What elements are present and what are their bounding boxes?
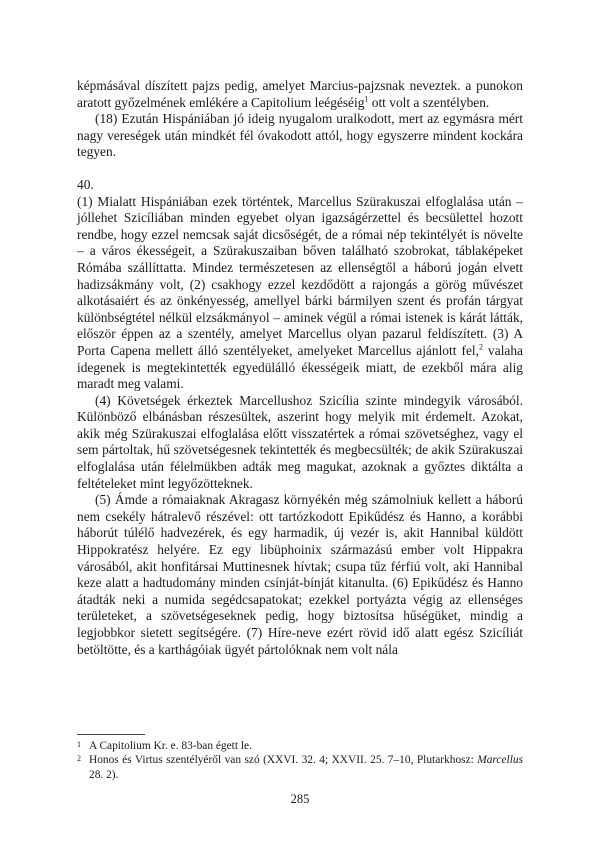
paragraph-top-text-a: képmásával díszített pajzs pedig, amelyet Marcius-pajzsnak neveztek. a punokon aratott győzelmének emlékére a Capitolium leégéséig [77, 78, 523, 110]
footnote-1-text: A Capitolium Kr. e. 83-ban égett le. [89, 740, 252, 752]
main-text [77, 78, 523, 658]
chapter-number: 40. [77, 176, 94, 192]
footnote-ref-2[interactable]: 2 [478, 342, 483, 352]
paragraph-1-text-b: valaha idegenek is megtekintették egyedülálló ékességeik miatt, de ezekből mára alig maradt meg valami. [77, 342, 523, 392]
footnotes [77, 739, 523, 782]
paragraph-5: (5) Ámde a rómaiaknak Akragasz környékén még számolniuk kellett a háború nem csekély hátralevő részével: ott tartózkodott Epikűdész és Hanno, a korábbi háborút túlélő hadvezérek, és egy harmadik, új vezér is, akit Hannibal küldött Hippokratész helyére. Ez egy libüphoinix származású ember volt Hippakra városából, akit honfitársai Muttinesnek hívtak; csupa tűz férfiú volt, aki Hannibal keze alatt a hadtudomány minden csínját-bínját kitanulta. (6) Epikűdész és Hanno átadták neki a numida segédcsapatokat; ezekkel portyázta végig az ellenséges területeket, a szövetségeseknek pedig, hogy biztosítsa hűségüket, mindig a legjobbkor sietett segítségére. (7) Híre-neve ezért rövid idő alatt egész Szicíliát betöltötte, és a karthágóiak ügyét pártolóknak nem volt nála [77, 492, 523, 657]
paragraph-1-text-a: (1) Mialatt Hispániában ezek történtek, Marcellus Szürakuszai elfoglalása után – jóllehet Szicíliában minden egyebet olyan igazságérzettel és becsülettel hozott rendbe, hogy ezzel nemcsak saját dicsőségét, de a római nép tekintélyét is növelte – a város ékességeit, a Szürakuszaiban bőven található szobrokat, táblaképeket Rómába szállíttatta. Mindez természetesen az ellenségtől a háború jogán elvett hadizsákmány volt, (2) csakhogy ezzel kezdődött a rajongás a görög művészet alkotásaiért és az önkényesség, amellyel bárki bármilyen szent és profán tárgyat különbségtétel nélkül elzsákmányol – aminek végül a római istenek is kárát látták, először éppen az a szentély, amelyet Marcellus olyan pazarul feldíszített. (3) A Porta Capena mellett álló szentélyeket, amelyeket Marcellus ajánlott fel, [77, 193, 523, 358]
footnote-2 [77, 753, 523, 782]
paragraph-18: (18) Ezután Hispániában jó ideig nyugalom uralkodott, mert az egymásra mért nagy vereségek után mindkét fél óvakodott attól, hogy egyszerre mindent kockára tegyen. [77, 111, 523, 160]
footnote-2-title: Marcellus [477, 754, 523, 767]
paragraph-top [77, 78, 523, 111]
page-number: 285 [290, 792, 310, 806]
paragraph-1 [77, 194, 523, 393]
footnote-1 [77, 739, 523, 753]
footnote-2-text-b: 28. 2). [89, 768, 119, 781]
paragraph-4: (4) Követségek érkeztek Marcellushoz Szicília szinte mindegyik városából. Különböző elbánásban részesültek, aszerint hogy melyik mit érdemelt. Azokat, akik még Szürakuszai elfoglalása előtt visszatértek a római szövetséghez, vagy el sem pártoltak, hű szövetségesnek tekintették és megbecsülték; de akik Szürakuszai elfoglalása után félelmükben adták meg magukat, azoknak a győztes diktálta a feltételeket mint legyőzötteknek. [77, 392, 523, 491]
footnote-ref-1[interactable]: 1 [364, 94, 369, 104]
footnote-2-number: 2 [77, 754, 81, 764]
paragraph-top-text-b: ott volt a szentélyben. [368, 94, 490, 110]
footnote-2-text-a: Honos és Virtus szentélyéről van szó (XXVI. 32. 4; XXVII. 25. 7–10, Plutarkhosz: [89, 754, 478, 767]
footnote-divider [77, 734, 145, 735]
footnote-1-number: 1 [77, 740, 81, 749]
